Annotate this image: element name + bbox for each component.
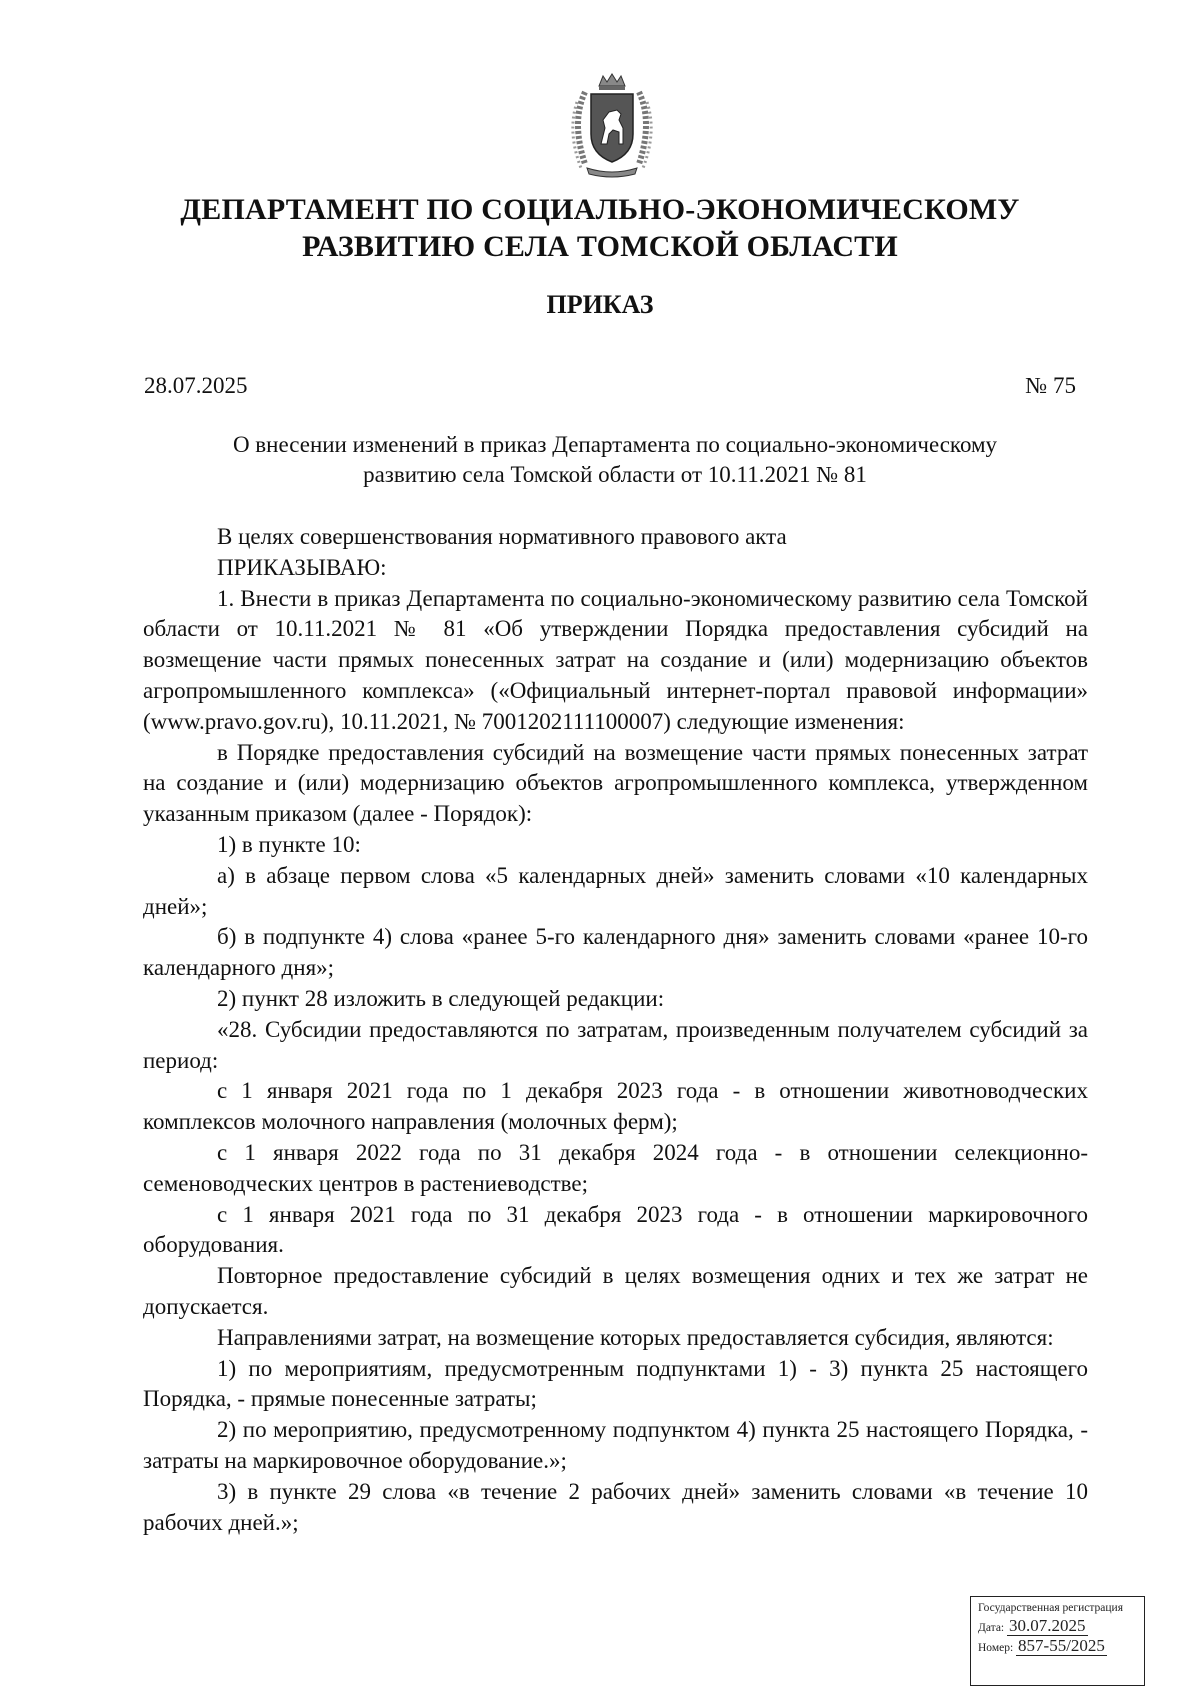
registration-stamp-title: Государственная регистрация — [978, 1602, 1123, 1614]
body-paragraph: Повторное предоставление субсидий в целях возмещения одних и тех же затрат не допускается. — [143, 1263, 1088, 1319]
registration-date-value: 30.07.2025 — [1009, 1616, 1086, 1635]
body-paragraph: 1) в пункте 10: — [217, 831, 361, 857]
order-subject-line2: развитию села Томской области от 10.11.2021 № 81 — [363, 462, 867, 487]
body-paragraph: Направлениями затрат, на возмещение которых предоставляется субсидия, являются: — [217, 1324, 1054, 1350]
document-type-heading: ПРИКАЗ — [546, 290, 654, 319]
body-paragraph: с 1 января 2021 года по 31 декабря 2023 года - в отношении маркировочного оборудования. — [143, 1201, 1088, 1258]
registration-number-value: 857-55/2025 — [1018, 1636, 1105, 1655]
body-paragraph: б) в подпункте 4) слова «ранее 5-го календарного дня» заменить словами «ранее 10-го календарного дня»; — [143, 924, 1088, 981]
body-paragraph: 2) пункт 28 изложить в следующей редакции: — [217, 985, 665, 1011]
order-date: 28.07.2025 — [144, 373, 248, 398]
body-paragraph: в Порядке предоставления субсидий на возмещение части прямых понесенных затрат на создание и (или) модернизацию объектов агропромышленного комплекса, утвержденном указанным приказом (далее - Порядок): — [143, 739, 1088, 827]
body-paragraph: 2) по мероприятию, предусмотренному подпунктом 4) пункта 25 настоящего Порядка, - затраты на маркировочное оборудование.»; — [143, 1417, 1088, 1473]
body-paragraph: В целях совершенствования нормативного правового акта — [217, 524, 787, 549]
registration-date-label: Дата: — [978, 1622, 1005, 1634]
order-number: № 75 — [1025, 373, 1076, 398]
order-subject — [150, 430, 1080, 490]
body-paragraph: «28. Субсидии предоставляются по затратам, произведенным получателем субсидий за период: — [143, 1016, 1088, 1073]
body-paragraph: ПРИКАЗЫВАЮ: — [217, 554, 387, 580]
body-paragraph: с 1 января 2021 года по 1 декабря 2023 года - в отношении животноводческих комплексов молочного направления (молочных ферм); — [143, 1078, 1088, 1135]
registration-date-row — [978, 1616, 1139, 1635]
body-paragraph: с 1 января 2022 года по 31 декабря 2024 года - в отношении селекционно-семеноводческих центров в растениеводстве; — [143, 1139, 1088, 1196]
registration-number-label: Номер: — [978, 1642, 1014, 1654]
body-paragraph: 1) по мероприятиям, предусмотренным подпунктами 1) - 3) пункта 25 настоящего Порядка, - прямые понесенные затраты; — [143, 1355, 1088, 1412]
order-subject-line1: О внесении изменений в приказ Департамента по социально-экономическому — [232, 432, 998, 457]
body-paragraph: а) в абзаце первом слова «5 календарных дней» заменить словами «10 календарных дней»; — [143, 862, 1088, 919]
body-paragraph: 3) в пункте 29 слова «в течение 2 рабочих дней» заменить словами «в течение 10 рабочих дней.»; — [143, 1478, 1088, 1535]
body-paragraph: 1. Внести в приказ Департамента по социально-экономическому развитию села Томской области от 10.11.2021 № 81 «Об утверждении Порядка предоставления субсидий на возмещение части прямых понесенных затрат на создание и (или) модернизацию объектов агропромышленного комплекса» («Официальный интернет-портал правовой информации» (www.pravo.gov.ru), 10.11.2021, № 7001202111100007) следующие изменения: — [143, 585, 1088, 734]
department-title-line1: ДЕПАРТАМЕНТ ПО СОЦИАЛЬНО-ЭКОНОМИЧЕСКОМУ — [180, 193, 1020, 226]
order-body — [143, 522, 1088, 1538]
coat-of-arms-icon — [563, 72, 661, 180]
registration-number-row — [978, 1636, 1139, 1655]
department-title-line2: РАЗВИТИЮ СЕЛА ТОМСКОЙ ОБЛАСТИ — [302, 230, 898, 263]
department-title — [0, 191, 1200, 265]
registration-stamp — [970, 1596, 1145, 1686]
